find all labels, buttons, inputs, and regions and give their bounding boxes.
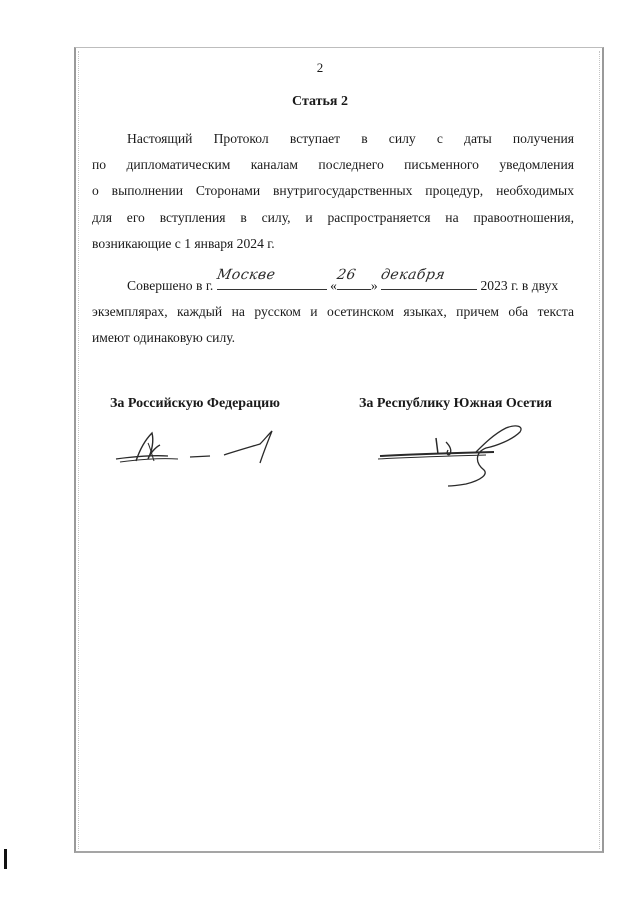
south-ossetia-signature: [374, 418, 544, 493]
done-at-prefix: Совершено в г.: [127, 278, 214, 293]
month-blank: [379, 266, 477, 290]
signatory-russia-label: За Российскую Федерацию: [110, 396, 280, 411]
article-title: Статья 2: [292, 94, 348, 109]
done-at-line: экземплярах, каждый на русском и осетинском языках, причем оба текста: [92, 304, 574, 320]
paragraph-line: о выполнении Сторонами внутригосударственных процедур, необходимых: [92, 183, 574, 199]
russia-signature: [108, 425, 288, 475]
day-handwritten: 26: [335, 266, 358, 283]
open-quote: «: [330, 278, 337, 293]
paragraph-line: для его вступления в силу, и распространяется на правоотношения,: [92, 209, 574, 225]
done-at-line: имеют одинаковую силу.: [92, 330, 236, 346]
paragraph-entry-into-force: [92, 126, 574, 257]
page-number: 2: [316, 60, 324, 75]
city-handwritten: Москве: [215, 266, 277, 283]
month-handwritten: декабря: [379, 266, 447, 283]
paragraph-line: по дипломатическим каналам последнего письменного уведомления: [92, 157, 574, 173]
year-suffix: 2023 г. в двух: [480, 278, 559, 293]
signatory-south-ossetia-label: За Республику Южная Осетия: [359, 396, 552, 411]
city-blank: [215, 266, 327, 290]
paragraph-line: возникающие с 1 января 2024 г.: [92, 235, 275, 251]
paragraph-line: Настоящий Протокол вступает в силу с даты получения: [127, 131, 574, 146]
day-blank: [335, 266, 371, 290]
paragraph-done-at: [92, 266, 574, 352]
done-at-line: [92, 266, 574, 299]
scan-edge-mark: [4, 849, 7, 869]
close-quote: »: [370, 278, 378, 293]
